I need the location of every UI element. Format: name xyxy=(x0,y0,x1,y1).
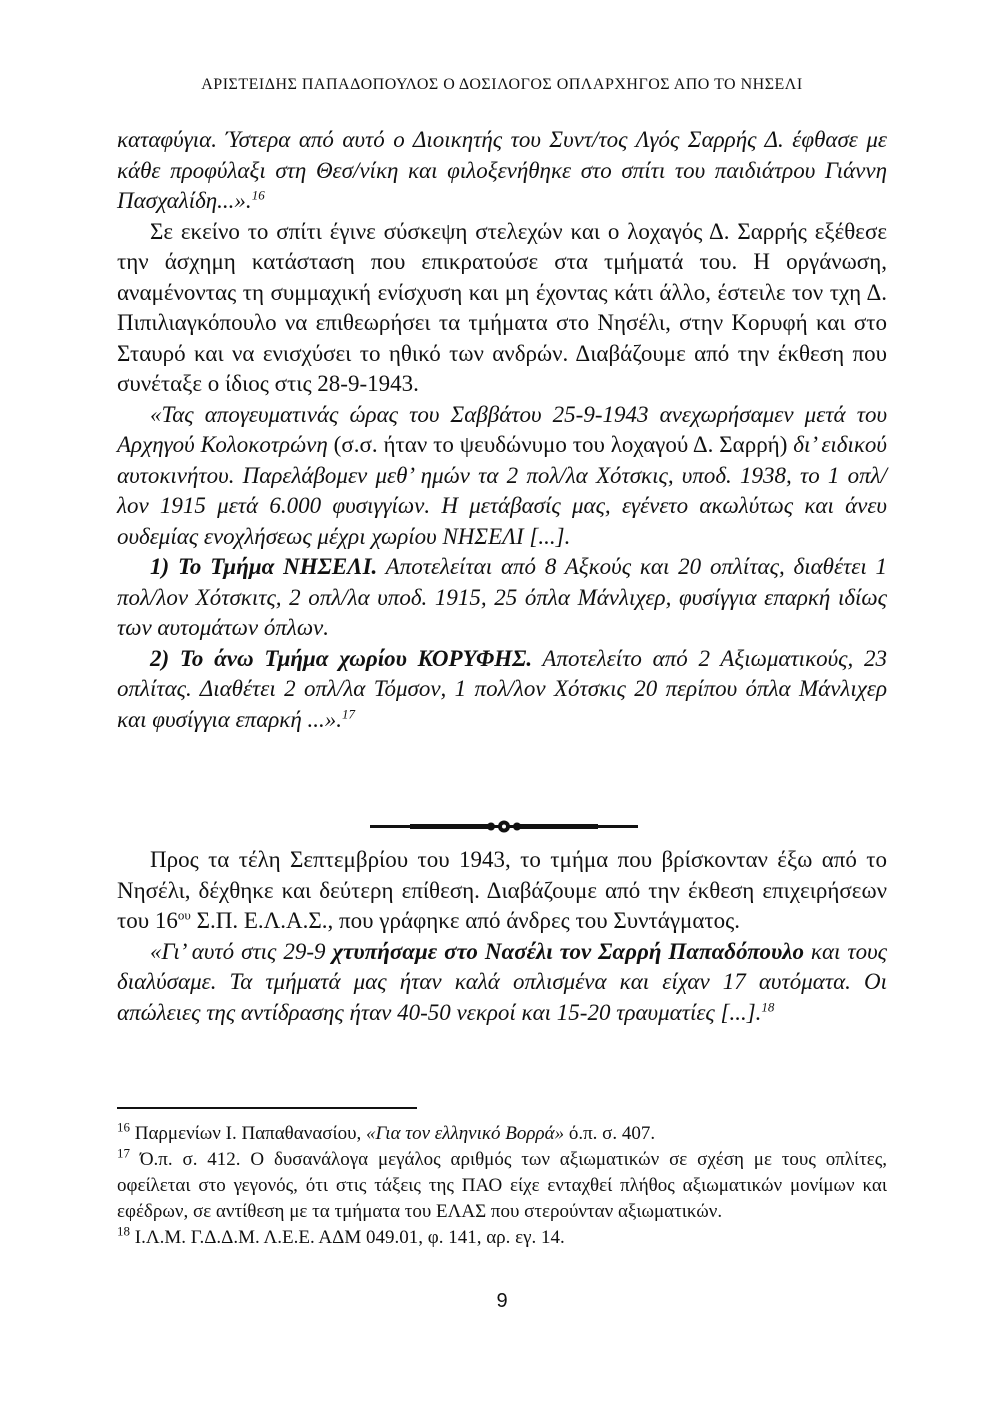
footnotes xyxy=(117,1121,887,1251)
quote-text-cont: δι’ ειδικού αυτοκινήτου. Παρελάβομεν μεθ’ ημών τα 2 πολ/λα Χότσκις, υποδ. 1938, το 1 οπλ/λον 1915 μετά 6.000 φυσιγγίων. Η μετάβασίς μας, εγένετο ακωλύτως και άνευ ουδεμίας ενοχλήσεως μέχρι χωρίου ΝΗΣΕΛΙ [...]. xyxy=(117,432,887,549)
footnote-number: 17 xyxy=(117,1145,130,1161)
emphasis-text: χτυπήσαμε στο Νασέλι τον Σαρρή Παπαδόπουλο xyxy=(332,938,804,964)
paragraph-1-text: καταφύγια. Ύστερα από αυτό ο Διοικητής του Συντ/τος Λγός Σαρρής Δ. έφθασε με κάθε προφύλαξι στη Θεσ/νίκη και φιλοξενήθηκε στο σπίτι του παιδιάτρου Γιάννη Πασχαλίδη...». xyxy=(117,127,887,213)
ordinal-suffix: ου xyxy=(177,907,191,923)
footnote-16 xyxy=(117,1121,887,1147)
footnote-ref-16[interactable]: 16 xyxy=(251,187,265,203)
footnote-text: Ι.Λ.Μ. Γ.Δ.Δ.Μ. Λ.Ε.Ε. ΑΔΜ 049.01, φ. 141, αρ. εγ. 14. xyxy=(130,1227,565,1248)
running-header: ΑΡΙΣΤΕΙΔΗΣ ΠΑΠΑΔΟΠΟΥΛΟΣ Ο ΔΟΣΙΛΟΓΟΣ ΟΠΛΑΡΧΗΓΟΣ ΑΠΟ ΤΟ ΝΗΣΕΛΙ xyxy=(201,76,803,93)
main-text-upper xyxy=(117,125,887,735)
footnote-title: «Για τον ελληνικό Βορρά» xyxy=(366,1123,565,1144)
paragraph-6 xyxy=(117,845,887,937)
ornament-divider xyxy=(370,815,638,839)
page-number: 9 xyxy=(496,1290,508,1312)
footnote-18 xyxy=(117,1225,887,1251)
paragraph-4-text: Αποτελείται από 8 Αξκούς και 20 οπλίτας, διαθέτει 1 πολ/λον Χότσκιτς, 2 οπλ/λα υποδ. 1915, 25 όπλα Μάνλιχερ, φυσίγγια επαρκή ιδίως των αυτομάτων όπλων. xyxy=(117,554,888,640)
footnote-ref-17[interactable]: 17 xyxy=(342,705,356,721)
editor-note: (σ.σ. ήταν το ψευδώνυμο του λοχαγού Δ. Σαρρή) xyxy=(333,432,788,457)
footnote-text-cont: ό.π. σ. 407. xyxy=(564,1123,656,1144)
paragraph-7-text: «Γι’ αυτό στις 29-9 xyxy=(150,938,333,964)
footnote-text: Ό.π. σ. 412. Ο δυσανάλογα μεγάλος αριθμός των αξιωματικών σε σχέση με τους οπλίτες, οφείλεται στο γεγονός, ότι στις τάξεις της ΠΑΟ είχε ενταχθεί πλήθος αξιωματικών μονίμων και εφέδρων, σε αντίθεση με τα τμήματα του ΕΛΑΣ που στερούνταν αξιωματικών. xyxy=(117,1149,887,1222)
paragraph-7 xyxy=(117,937,887,1029)
paragraph-5-text: Αποτελείτο από 2 Αξιωματικούς, 23 οπλίτας. Διαθέτει 2 οπλ/λα Τόμσον, 1 πολ/λον Χότσκις 20 περίπου όπλα Μάνλιχερ και φυσίγγια επαρκή ...». xyxy=(117,645,887,732)
footnote-number: 16 xyxy=(117,1119,130,1135)
paragraph-7-text-cont: και τους διαλύσαμε. Τα τμήματά μας ήταν καλά οπλισμένα και είχαν 17 αυτόματα. Οι απώλειες της αντίδρασης ήταν 40-50 νεκροί και 15-20 τραυματίες [...]. xyxy=(117,938,887,1025)
footnote-separator xyxy=(117,1107,417,1109)
footnote-17 xyxy=(117,1147,887,1225)
main-text-lower xyxy=(117,845,887,1028)
paragraph-6-text-cont: Σ.Π. Ε.Λ.Α.Σ., που γράφηκε από άνδρες του Συντάγματος. xyxy=(190,908,740,933)
paragraph-3 xyxy=(117,400,887,553)
quote-text: «Τας απογευματινάς ώρας του Σαββάτου 25-9-1943 ανεχωρήσαμεν μετά του Αρχηγού Κολοκοτρώνη xyxy=(117,401,887,457)
footnote-number: 18 xyxy=(117,1223,130,1239)
paragraph-2: Σε εκείνο το σπίτι έγινε σύσκεψη στελεχών και ο λοχαγός Δ. Σαρρής εξέθεσε την άσχημη κατάσταση που επικρατούσε στα τμήματά του. Η οργάνωση, αναμένοντας τη συμμαχική ενίσχυση και μη έχοντας κάτι άλλο, έστειλε τον τχη Δ. Πιπιλιαγκόπουλο να επιθεωρήσει τα τμήματα στο Νησέλι, στην Κορυφή και στο Σταυρό και να ενισχύσει το ηθικό των ανδρών. Διαβάζουμε από την έκθεση που συνέταξε ο ίδιος στις 28-9-1943. xyxy=(117,218,887,396)
paragraph-5 xyxy=(117,644,887,736)
section-heading-niseli: 1) Το Τμήμα ΝΗΣΕΛΙ. xyxy=(150,554,378,579)
footnote-text: Παρμενίων Ι. Παπαθανασίου, xyxy=(130,1123,367,1144)
paragraph-1 xyxy=(117,125,887,217)
section-heading-koryfi: 2) Το άνω Τμήμα χωρίου ΚΟΡΥΦΗΣ. xyxy=(150,645,533,671)
paragraph-6-text: Προς τα τέλη Σεπτεμβρίου του 1943, το τμήμα που βρίσκονταν έξω από το Νησέλι, δέχθηκε και δεύτερη επίθεση. Διαβάζουμε από την έκθεση επιχειρήσεων του 16 xyxy=(117,847,887,933)
paragraph-4 xyxy=(117,552,887,644)
footnote-ref-18[interactable]: 18 xyxy=(761,998,775,1014)
